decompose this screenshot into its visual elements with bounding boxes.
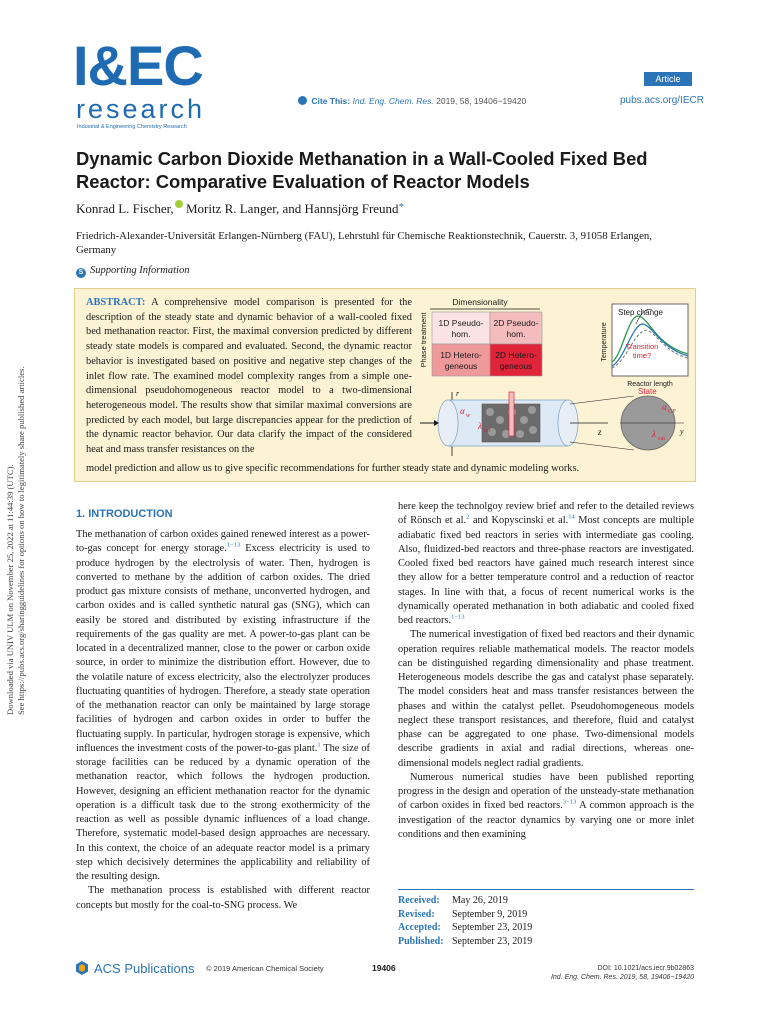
dates-divider — [398, 889, 694, 890]
text-span: The size of storage facilities can be reduced by a dynamic operation of the methanation reactor, which follows the hydrogen production. However, designing an efficient methanation reactor for the dynamic operation is a difficult task due to the strong exothermicity of the reaction as well as possible dynamic influences of a load change. Therefore, systematic model-based design approaches are necessary. In this context, the choice of an adequate reactor model is a primary step which decisively determines the applicability and reliability of the resulting design. — [76, 742, 370, 882]
date-key: Revised: — [398, 908, 435, 920]
toc-1d-hetero-l2: geneous — [444, 361, 478, 371]
toc-cell-2d-hetero — [490, 344, 542, 376]
toc-temperature-label: Temperature — [601, 322, 608, 362]
toc-2d-pseudo-l2: hom. — [506, 329, 526, 339]
doi-link[interactable]: DOI: 10.1021/acs.iecr.9b02863 — [597, 965, 694, 972]
toc-zoom-line-bottom — [570, 442, 634, 450]
affiliation: Friedrich-Alexander-Universität Erlangen-Nürnberg (FAU), Lehrstuhl für Chemische Reaktionstechnik, Cauerstr. 3, 91058 Erlangen, Germany — [76, 230, 652, 256]
text-span: A common approach is the investigation of the reactor dynamics by varying one or more inlet conditions and then examining — [398, 800, 694, 840]
paragraph — [398, 771, 694, 842]
toc-cell-1d-hetero — [432, 344, 490, 376]
publisher-name: ACS Publications — [94, 961, 195, 976]
toc-lambda-eff: λ — [478, 421, 482, 431]
date-key: Received: — [398, 895, 440, 906]
paragraph — [76, 528, 370, 884]
corresponding-author-star-icon: * — [398, 201, 405, 213]
date-value: September 23, 2019 — [452, 935, 533, 947]
toc-reactor-length: Reactor length — [627, 381, 673, 388]
doi-block — [540, 964, 694, 982]
date-key: Accepted: — [398, 922, 441, 933]
abstract-label: ABSTRACT: — [86, 297, 146, 308]
toc-dimensionality: Dimensionality — [452, 297, 508, 307]
toc-alpha-w: α — [460, 406, 465, 416]
date-value: May 26, 2019 — [452, 895, 508, 906]
date-value: September 23, 2019 — [452, 922, 533, 933]
text-span: The methanation of carbon oxides gained renewed interest as a power-to-gas concept for energy storage. — [76, 529, 370, 555]
author-list — [76, 199, 404, 217]
section-title: INTRODUCTION — [88, 508, 173, 520]
acs-publications-logo[interactable] — [74, 960, 194, 977]
cite-label: Cite This: — [311, 96, 351, 106]
toc-state: State — [638, 387, 657, 396]
toc-lambda-eff-sub: eff — [484, 428, 491, 434]
download-stamp — [5, 366, 26, 715]
reference-link[interactable]: 14 — [568, 513, 575, 521]
date-accepted — [398, 921, 532, 935]
text-span: Most concepts are multiple adiabatic fixed bed reactors in series with intermediate gas cooling. Also, fluidized-bed reactors and three-phase reactors are investigated. Cooled fixed bed reactors have gained much research interest since they allow for a better temperature control and a reduction of reactor stages. In line with that, a focus of recent numerical works is the dynamically operated methanation in both adiabatic and cooled fixed bed reactors. — [398, 515, 694, 626]
toc-axis-r: r — [456, 389, 460, 398]
toc-axis-y: y — [680, 427, 684, 436]
date-value: September 9, 2019 — [452, 908, 528, 920]
citation-line: Ind. Eng. Chem. Res. 2019, 58, 19406−19420 — [550, 974, 694, 981]
toc-lambda-cat: λ — [652, 429, 656, 439]
orcid-icon[interactable] — [175, 200, 183, 208]
cite-this[interactable] — [298, 96, 526, 106]
acs-hexagon-icon — [74, 960, 90, 976]
toc-axis-z: z — [598, 427, 602, 437]
paragraph: The numerical investigation of fixed bed reactors and their dynamic operation requires reliable mathematical models. The reactor models can be distinguished regarding dimensionality and phase treatment. Heterogeneous models describe the gas and catalyst phase separately. The model considers heat and mass transfer resistances between the phases and within the catalyst pellet. Pseudohomogeneous models neglect these transport resistances, and therefore, fluid and catalyst phase can be aggregated to one phase. Two-dimensional models describe gradients in axial and radial directions, whereas one-dimensional models neglect radial gradients. — [398, 629, 694, 769]
toc-2d-hetero-l1: 2D Hetero- — [495, 350, 537, 360]
toc-transition-l2: time? — [632, 351, 652, 360]
supporting-info-icon: S — [76, 268, 86, 278]
date-published — [398, 935, 532, 949]
toc-cell-1d-pseudo — [432, 312, 490, 344]
toc-lambda-cat-sub: cat — [658, 436, 665, 442]
journal-site-link[interactable]: pubs.acs.org/IECR — [620, 95, 704, 106]
toc-step-change: Step change — [618, 308, 663, 317]
journal-logo: I&EC — [73, 34, 203, 97]
abstract-body: A comprehensive model comparison is presented for the description of the steady state and dynamic behavior of a wall-cooled fixed bed methanation reactor. First, the maximal conversion predicted by different steady state models is compared and evaluated. Second, the dynamic reactor behavior is investigated based on positive and negative step changes of the inlet flow rate. The examined model complexity ranges from a simple one-dimensional pseudohomogeneous reactor model to a two-dimensional heterogeneous model. The results show that similar maximal conversions are predicted by each model, but large discrepancies appear for the prediction of the dynamic reactor behavior. Our data clarify the impact of the considered heat and mass transfer resistances on the — [86, 297, 412, 456]
date-revised — [398, 908, 532, 922]
section-number: 1. — [76, 508, 86, 520]
body-column-left — [76, 528, 370, 913]
toc-alpha-gp: α — [662, 402, 667, 412]
paragraph: The methanation process is established with different reactor concepts but mostly for the coal-to-SNG process. We — [76, 885, 370, 911]
download-stamp-line1: Downloaded via UNIV ULM on November 25, 2022 at 11:44:39 (UTC). — [5, 464, 15, 715]
text-span: here keep the technolgoy review brief and refer to the detailed reviews of Rönsch et al. — [398, 501, 694, 527]
copyright: © 2019 American Chemical Society — [206, 964, 324, 973]
paragraph — [398, 500, 694, 628]
date-key: Published: — [398, 935, 444, 947]
article-history — [398, 894, 532, 948]
toc-1d-pseudo-l2: hom. — [451, 329, 471, 339]
text-span: Excess electricity is used to produce hydrogen by the electrolysis of water. Then, hydrogen is converted to methane by the addition of carbon oxides. The dried product gas mixture consists of methane, unconverted hydrogen, and carbon oxides and is called synthetic natural gas (SNG), which can easily be stored and distributed by existing infrastructure if the requirements of the gas quality are met. A power-to-gas plant can be located in a decentralized manner, close to the power or carbon oxide source, in order to minimize the distribution effort. However, due to the volatile nature of excess electricity, also the electrolyzer produces fluctuating quantities of hydrogen. Therefore, a steady state operation of the methanation reactor can only be maintained by large storage facilities of hydrogen and carbon oxides in order to buffer the fluctuating supply. In particular, hydrogen storage is expensive, which influences the investment costs of the power-to-gas plant. — [76, 543, 370, 754]
author-2-3: Moritz R. Langer, and Hannsjörg Freund — [185, 201, 399, 216]
abstract-last-line: model prediction and allow us to give specific recommendations for further steady state and dynamic modeling works. — [86, 463, 580, 474]
toc-phase-treatment: Phase treatment — [419, 312, 428, 368]
reference-link[interactable]: 2 — [466, 513, 470, 521]
toc-alpha-w-sub: w — [466, 413, 471, 419]
reference-link[interactable]: 1−13 — [226, 541, 241, 549]
abstract-text — [86, 296, 412, 458]
article-type-badge: Article — [644, 72, 692, 86]
toc-alpha-gp-sub: GP — [668, 409, 676, 415]
toc-2d-hetero-l2: geneous — [499, 361, 533, 371]
toc-graphic — [420, 296, 688, 456]
journal-logo-sub: research — [76, 94, 206, 124]
paper-title: Dynamic Carbon Dioxide Methanation in a Wall-Cooled Fixed Bed Reactor: Comparative Evaluation of Reactor Models — [76, 148, 648, 192]
toc-reactor-inlet — [438, 400, 458, 446]
section-heading-introduction — [76, 507, 173, 521]
toc-1d-pseudo-l1: 1D Pseudo- — [438, 318, 484, 328]
supporting-information-link[interactable] — [76, 264, 189, 278]
page-number: 19406 — [372, 963, 396, 973]
reference-link[interactable]: 1 — [317, 741, 321, 749]
toc-2d-pseudo-l1: 2D Pseudo- — [493, 318, 539, 328]
download-stamp-line2: See https://pubs.acs.org/sharingguidelines for options on how to legitimately share published articles. — [15, 366, 26, 715]
cite-icon — [298, 96, 307, 105]
body-column-right — [398, 500, 694, 842]
date-received — [398, 894, 532, 908]
toc-cell-2d-pseudo — [490, 312, 542, 344]
author-1: Konrad L. Fischer, — [76, 201, 174, 216]
cite-ref: 2019, 58, 19406−19420 — [436, 96, 527, 106]
toc-transition-l1: Transition — [625, 342, 659, 351]
text-span: Numerous numerical studies have been published reporting progress in the design and operation of the unsteady-state methanation of carbon oxides in fixed bed reactors. — [398, 771, 694, 812]
toc-thermocouple — [509, 392, 514, 436]
reference-link[interactable]: 3−13 — [562, 798, 577, 806]
journal-logo-tagline: Industrial & Engineering Chemistry Research — [77, 124, 187, 130]
supporting-info-label: Supporting Information — [90, 265, 190, 276]
toc-zoom-line-top — [570, 396, 634, 404]
toc-1d-hetero-l1: 1D Hetero- — [440, 350, 482, 360]
reference-link[interactable]: 1−13 — [451, 613, 465, 621]
text-span: and Kopyscinski et al. — [469, 515, 569, 527]
cite-journal: Ind. Eng. Chem. Res. — [352, 96, 434, 106]
